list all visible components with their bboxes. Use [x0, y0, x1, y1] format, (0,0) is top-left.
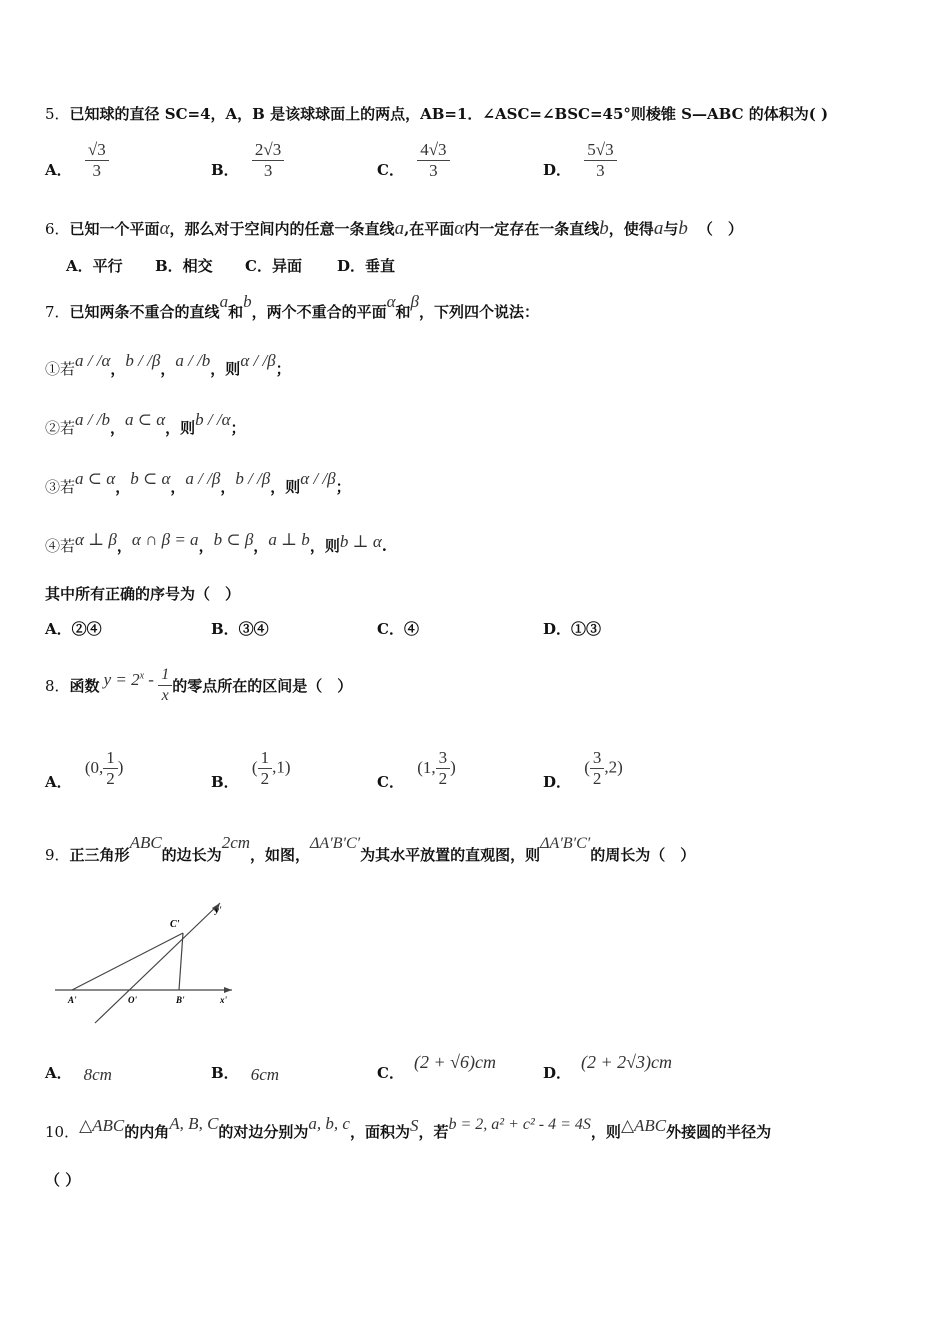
q7-s2-c1: a / /b — [75, 410, 110, 429]
q6-t6: 与 — [663, 220, 679, 238]
q7-s3-c4: b / /β — [235, 469, 271, 488]
q7-s1-c3: a / /b — [175, 351, 211, 370]
q7-s3-end: ； — [335, 478, 351, 496]
q8-option-a-num: 1 — [103, 748, 118, 769]
q10-sides: a, b, c — [308, 1114, 350, 1133]
q6-t2: ，那么对于空间内的任意一条直线 — [169, 220, 395, 238]
q5-option-a-num: √3 — [85, 140, 109, 161]
q8-option-a-den: 2 — [106, 769, 115, 788]
q5-option-a-label: A． — [45, 161, 72, 179]
q7-s4-then: ，则 — [309, 537, 340, 555]
q8-option-a-post: ) — [117, 757, 124, 777]
q9-option-d-label: D． — [543, 1064, 572, 1082]
y-axis — [95, 903, 220, 1023]
q6-option-c: C．异面 — [245, 257, 302, 275]
q10-tri: △ABC — [79, 1116, 125, 1135]
x-axis-arrow — [224, 987, 232, 993]
q10-stem — [45, 1114, 772, 1142]
q9-number: 9． — [45, 846, 70, 864]
q7-s2-c2: a ⊂ α — [124, 410, 166, 429]
q8-option-d-post: ,2) — [604, 757, 623, 777]
q7-s3-c2: b ⊂ α — [130, 469, 171, 488]
q7-s4-result: b ⊥ α — [339, 532, 382, 551]
q5-option-c-label: C． — [377, 161, 404, 179]
comma: ， — [109, 419, 125, 437]
q7-option-b: B．③④ — [211, 620, 269, 638]
q9-option-c — [377, 1052, 496, 1083]
q10-angles: A, B, C — [169, 1114, 219, 1133]
q8-option-a — [45, 745, 123, 792]
q7-ask: 其中所有正确的序号为（ ） — [45, 585, 241, 603]
q10-t1: 的内角 — [124, 1123, 170, 1141]
q7-s1-c1: a / /α — [75, 351, 111, 370]
q6-number: 6． — [45, 220, 70, 238]
q9-t2: 的边长为 — [161, 846, 222, 864]
q7-s3-then: ，则 — [270, 478, 301, 496]
q7-option-a: A．②④ — [45, 620, 102, 638]
comma: ， — [110, 360, 126, 378]
q8-option-b-den: 2 — [260, 769, 270, 788]
q6-stem — [45, 218, 743, 240]
comma: ， — [198, 537, 214, 555]
comma: ， — [253, 537, 269, 555]
q7-s1-mark: ①若 — [45, 360, 76, 378]
q8-option-d — [543, 745, 623, 792]
label-c: C' — [170, 919, 180, 930]
q5-stem — [45, 103, 828, 124]
q9-option-d-value: (2 + 2√3)cm — [581, 1052, 673, 1072]
q10-t6: 外接圆的半径为 — [666, 1123, 772, 1141]
q7-s2-then: ，则 — [165, 419, 196, 437]
q7-a: a — [219, 292, 229, 311]
q9-tri-2: ΔA′B′C′ — [540, 835, 591, 852]
q9-figure — [50, 895, 250, 1025]
q9-stem — [45, 833, 696, 865]
q8-option-c — [377, 745, 456, 792]
comma: ， — [116, 537, 132, 555]
q5-option-c-den: 3 — [429, 161, 438, 180]
q9-t5: 的周长为（ ） — [590, 846, 696, 864]
q7-s1-then: ，则 — [210, 360, 241, 378]
q7-s4-mark: ④若 — [45, 537, 76, 555]
q5-option-b-num: 2√3 — [252, 140, 284, 161]
q7-s4-c3: b ⊂ β — [213, 530, 254, 549]
q8-fraction — [158, 665, 172, 706]
q5-option-a-fraction — [85, 140, 109, 181]
q6-a: a — [394, 218, 405, 239]
q6-t3: ,在平面 — [404, 220, 455, 238]
q5-text: 已知球的直径 SC=4，A，B 是该球球面上的两点，AB=1．∠ASC=∠BSC=45°则棱锥 S—ABC 的体积为( ) — [69, 105, 829, 123]
comma: ， — [170, 478, 186, 496]
q5-option-c-num: 4√3 — [417, 140, 449, 161]
q8-option-a-frac — [103, 748, 118, 789]
q8-number: 8． — [45, 677, 70, 695]
q5-option-d — [543, 140, 617, 181]
q6-a-2: a — [653, 218, 664, 239]
q6-b-2: b — [678, 218, 688, 239]
q10-paren: （ ） — [45, 1171, 81, 1189]
q9-t4: 为其水平放置的直观图，则 — [360, 846, 541, 864]
q8-option-b-label: B． — [211, 773, 239, 791]
q5-option-a — [45, 140, 109, 181]
label-o: O' — [128, 995, 137, 1005]
q7-s4-c4: a ⊥ b — [268, 530, 310, 549]
q7-s2-end: ； — [230, 419, 246, 437]
q6-t4: 内一定存在一条直线 — [464, 220, 600, 238]
q8-option-b-num: 1 — [258, 748, 273, 769]
q8-option-c-frac — [436, 748, 451, 789]
q7-alpha: α — [386, 292, 396, 311]
q7-stem — [45, 292, 540, 322]
q10-number: 10． — [45, 1123, 80, 1141]
q10-condition: b = 2, a² + c² - 4 = 4S — [448, 1116, 591, 1133]
comma: ， — [160, 360, 176, 378]
q8-option-c-pre: (1, — [417, 757, 436, 777]
q7-number: 7． — [45, 303, 70, 321]
q9-option-b-value: 6cm — [250, 1065, 280, 1084]
q5-option-d-den: 3 — [596, 161, 605, 180]
q8-option-d-frac — [590, 748, 605, 789]
comma: ， — [220, 478, 236, 496]
q5-option-b-label: B． — [211, 161, 239, 179]
q7-beta: β — [410, 292, 420, 311]
q7-s2-result: b / /α — [195, 410, 231, 429]
q6-t1: 已知一个平面 — [69, 220, 160, 238]
q8-option-d-den: 2 — [592, 769, 602, 788]
q9-option-a-value: 8cm — [83, 1065, 112, 1084]
q10-S: S — [409, 1116, 419, 1135]
q8-frac-den: x — [161, 687, 169, 704]
q7-option-d: D．①③ — [543, 620, 602, 638]
q6-option-a: A．平行 — [66, 257, 123, 275]
q8-func — [104, 670, 159, 689]
q8-option-d-pre: ( — [584, 757, 590, 777]
q10-t3: ，面积为 — [349, 1123, 410, 1141]
q8-option-a-pre: (0, — [84, 757, 104, 777]
q5-option-b-fraction — [252, 140, 284, 181]
q7-statement-3 — [45, 469, 351, 497]
q7-option-c: C．④ — [377, 620, 419, 638]
q7-statement-2 — [45, 410, 246, 438]
q8-xsup: x — [139, 669, 145, 681]
q7-s1-end: ； — [275, 360, 291, 378]
q8-t2: 的零点所在的区间是（ ） — [172, 677, 353, 695]
q10-t5: ，则 — [590, 1123, 621, 1141]
q7-statement-1 — [45, 351, 291, 379]
q6-t5: ，使得 — [608, 220, 654, 238]
q9-option-d — [543, 1052, 673, 1083]
q8-option-d-label: D． — [543, 773, 572, 791]
q5-option-c-fraction — [417, 140, 449, 181]
q9-option-a — [45, 1062, 112, 1083]
q7-s3-mark: ③若 — [45, 478, 76, 496]
q8-option-a-label: A． — [45, 773, 72, 791]
q8-frac-num: 1 — [158, 665, 172, 686]
q7-s3-c1: a ⊂ α — [75, 469, 116, 488]
q8-stem — [45, 665, 352, 706]
q8-option-c-num: 3 — [436, 748, 451, 769]
q8-option-b-frac — [258, 748, 273, 789]
q7-s3-c3: a / /β — [185, 469, 221, 488]
q5-option-a-den: 3 — [92, 161, 102, 180]
q5-option-b — [211, 140, 284, 181]
q7-s2-mark: ②若 — [45, 419, 76, 437]
q5-option-d-fraction — [584, 140, 616, 181]
q6-option-b: B．相交 — [155, 257, 213, 275]
q7-s3-result: α / /β — [300, 469, 336, 488]
q7-statement-4 — [45, 530, 387, 556]
q7-t1: 已知两条不重合的直线 — [69, 303, 220, 321]
q7-t3: ，两个不重合的平面 — [251, 303, 387, 321]
q5-option-b-den: 3 — [263, 161, 273, 180]
q7-s1-c2: b / /β — [125, 351, 161, 370]
q7-b: b — [243, 292, 252, 311]
q9-tri: ΔA′B′C′ — [310, 835, 361, 852]
q6-b: b — [599, 218, 609, 239]
label-b: B' — [176, 995, 185, 1005]
q9-abc: ABC — [129, 833, 162, 852]
q7-t4: 和 — [395, 303, 411, 321]
q10-t4: ，若 — [418, 1123, 449, 1141]
q6-alpha: α — [159, 218, 170, 239]
q8-option-d-num: 3 — [590, 748, 605, 769]
q5-option-d-num: 5√3 — [584, 140, 616, 161]
q8-option-b-post: ,1) — [272, 757, 291, 777]
q10-tri-2: △ABC — [620, 1116, 667, 1135]
q9-option-b — [211, 1062, 279, 1083]
q9-option-b-label: B． — [211, 1064, 239, 1082]
q8-y: y = 2 — [103, 669, 140, 689]
q6-option-d: D．垂直 — [337, 257, 396, 275]
q7-t5: ，下列四个说法： — [419, 303, 540, 321]
side-ac — [72, 933, 183, 990]
q7-s4-end: . — [381, 537, 387, 555]
label-a: A' — [68, 995, 77, 1005]
q9-t3: ，如图， — [250, 846, 311, 864]
q7-t2: 和 — [228, 303, 244, 321]
q8-option-c-label: C． — [377, 773, 404, 791]
comma: ， — [115, 478, 131, 496]
q8-option-b-pre: ( — [251, 757, 258, 777]
q9-option-a-label: A． — [45, 1064, 72, 1082]
q5-number: 5． — [45, 105, 70, 123]
label-y: y' — [215, 905, 222, 915]
q8-option-b — [211, 745, 291, 792]
q5-option-c — [377, 140, 450, 181]
label-x: x' — [220, 995, 228, 1005]
q9-len: 2cm — [221, 833, 251, 852]
q6-t7: （ ） — [697, 220, 743, 238]
q9-option-c-label: C． — [377, 1064, 404, 1082]
q10-t2: 的对边分别为 — [218, 1123, 309, 1141]
q7-s4-c2: α ∩ β = a — [131, 530, 199, 549]
q9-t1: 正三角形 — [69, 846, 130, 864]
q6-alpha-2: α — [454, 218, 465, 239]
q8-option-c-post: ) — [450, 757, 456, 777]
q9-option-c-value: (2 + √6)cm — [413, 1052, 496, 1072]
q7-s1-result: α / /β — [240, 351, 276, 370]
q8-t1: 函数 — [69, 677, 100, 695]
q7-s4-c1: α ⊥ β — [75, 530, 117, 549]
q8-minus: - — [144, 669, 159, 689]
q5-option-d-label: D． — [543, 161, 572, 179]
q8-option-c-den: 2 — [438, 769, 448, 788]
